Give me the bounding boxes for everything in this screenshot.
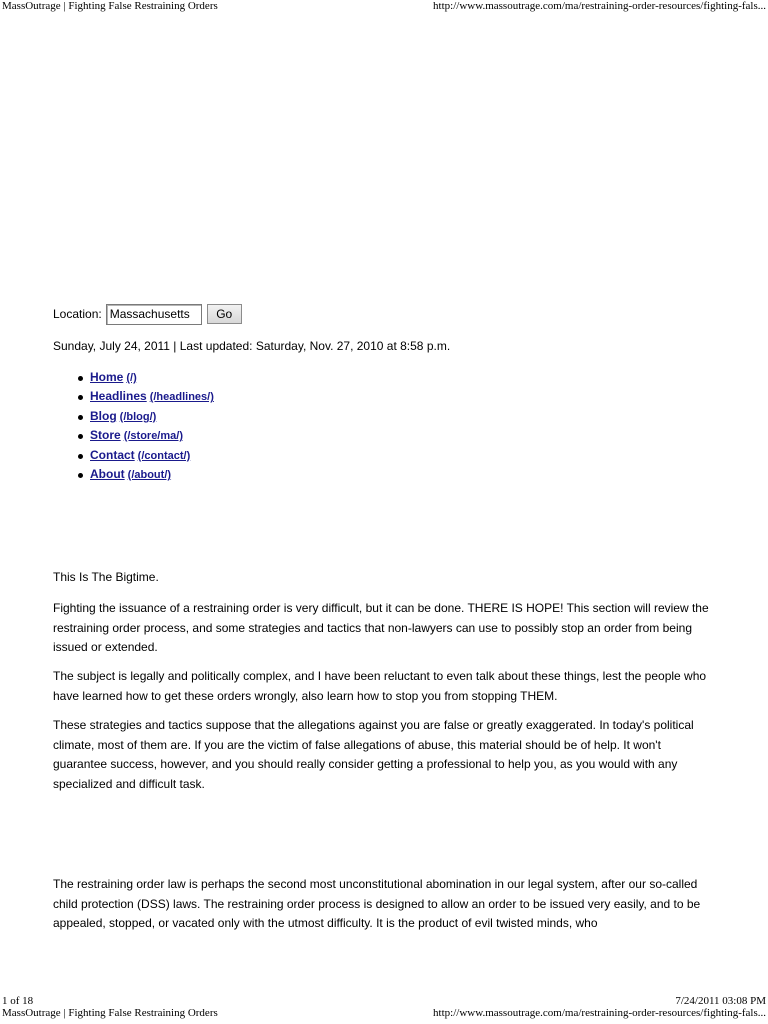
nav-link-href: (/about/) xyxy=(127,468,172,481)
location-input[interactable]: Massachusetts xyxy=(106,304,202,325)
content-block xyxy=(53,599,718,658)
print-footer-url: http://www.massoutrage.com/ma/restraining-order-resources/fighting-fals... xyxy=(433,1007,766,1019)
go-button[interactable]: Go xyxy=(207,304,242,324)
nav-link-href: (/contact/) xyxy=(137,449,191,462)
print-footer-title: MassOutrage | Fighting False Restraining Orders xyxy=(2,1007,218,1019)
nav-item-about xyxy=(53,466,214,485)
nav-link-blog[interactable] xyxy=(90,409,156,423)
print-header xyxy=(2,0,766,14)
print-header-title: MassOutrage | Fighting False Restraining Orders xyxy=(2,0,218,12)
paragraph-4: The restraining order law is perhaps the second most unconstitutional abomination in our legal system, after our so-called child protection (DSS) laws. The restraining order process is designed to allow an order to be issued very easily, and to be appealed, stopped, or vacated only with the utmost difficulty. It is the product of evil twisted minds, who xyxy=(53,877,701,931)
nav-link-href: (/store/ma/) xyxy=(123,430,183,443)
nav-link-label: Contact xyxy=(90,447,135,462)
content-block xyxy=(53,875,718,934)
nav-item-blog xyxy=(53,408,214,427)
nav-link-label: Home xyxy=(90,370,124,384)
content-block xyxy=(53,667,718,706)
nav-link-label: Blog xyxy=(90,408,117,423)
nav-item-store xyxy=(53,427,214,446)
nav-item-headlines xyxy=(53,388,214,407)
dateline: Sunday, July 24, 2011 | Last updated: Saturday, Nov. 27, 2010 at 8:58 p.m. xyxy=(53,339,451,353)
print-footer xyxy=(2,995,766,1023)
print-timestamp: 7/24/2011 03:08 PM xyxy=(675,995,766,1007)
content-heading: This Is The Bigtime. xyxy=(53,570,159,584)
nav-link-href: (/) xyxy=(126,372,137,384)
nav-link-label: Headlines xyxy=(90,389,147,404)
nav-link-label: About xyxy=(90,466,125,481)
nav-link-about[interactable] xyxy=(90,467,171,481)
nav-link-label: Store xyxy=(90,428,121,443)
nav-item-home xyxy=(53,369,214,388)
paragraph-1: Fighting the issuance of a restraining order is very difficult, but it can be done. THERE IS HOPE! This section will review the restraining order process, and some strategies and tactics that non-lawyers can use to possibly stop an order from being issued or extended. xyxy=(53,601,709,655)
nav-link-href: (/headlines/) xyxy=(149,391,214,404)
paragraph-3: These strategies and tactics suppose that the allegations against you are false or greatly exaggerated. In today's political climate, most of them are. If you are the victim of false allegations of abuse, this material should be of help. It won't guarantee success, however, and you should really consider getting a professional to help you, as you would with any specialized and difficult task. xyxy=(53,718,694,792)
content-block xyxy=(53,716,718,795)
content-heading-block xyxy=(53,568,718,588)
nav-list xyxy=(53,369,214,485)
nav-link-home[interactable] xyxy=(90,370,137,384)
location-label: Location: xyxy=(53,307,102,321)
paragraph-2: The subject is legally and politically complex, and I have been reluctant to even talk about these things, lest the people who have learned how to get these orders wrongly, also learn how to stop you from stopping THEM. xyxy=(53,669,707,703)
location-bar xyxy=(53,303,242,325)
print-header-url: http://www.massoutrage.com/ma/restraining-order-resources/fighting-fals... xyxy=(433,0,766,12)
nav-link-contact[interactable] xyxy=(90,448,190,462)
nav-link-href: (/blog/) xyxy=(119,410,157,423)
nav-link-headlines[interactable] xyxy=(90,389,214,403)
nav-item-contact xyxy=(53,447,214,466)
page-number: 1 of 18 xyxy=(2,995,34,1007)
nav-link-store[interactable] xyxy=(90,428,183,442)
